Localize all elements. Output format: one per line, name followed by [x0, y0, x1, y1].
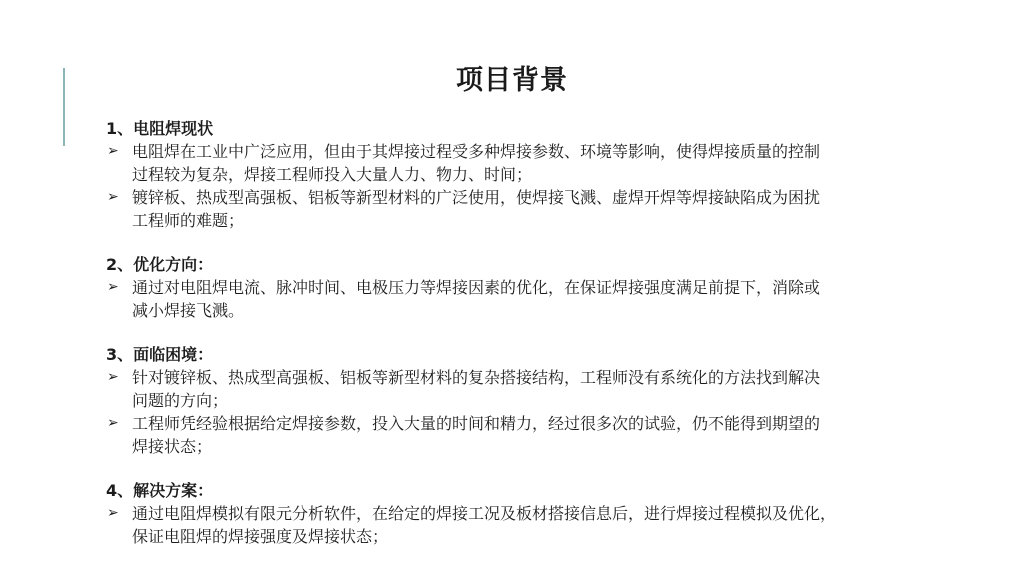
bullet-item — [106, 366, 986, 412]
section-heading: 1、电阻焊现状 — [106, 119, 214, 138]
arrow-bullet-icon: ➢ — [107, 143, 119, 159]
bullet-line: 电阻焊在工业中广泛应用，但由于其焊接过程受多种焊接参数、环境等影响，使得焊接质量的控制 — [132, 142, 821, 161]
section-heading: 4、解决方案： — [106, 481, 214, 500]
bullet-line: 保证电阻焊的焊接强度及焊接状态； — [132, 527, 389, 546]
bullet-line: 通过对电阻焊电流、脉冲时间、电极压力等焊接因素的优化，在保证焊接强度满足前提下，消除或 — [132, 278, 821, 297]
bullet-item — [106, 502, 986, 548]
section-current-status — [106, 117, 986, 232]
bullet-line: 工程师凭经验根据给定焊接参数，投入大量的时间和精力，经过很多次的试验，仍不能得到期望的 — [132, 414, 821, 433]
slide-content — [106, 117, 986, 569]
section-optimization-direction — [106, 253, 986, 322]
section-heading: 3、面临困境： — [106, 345, 214, 364]
section-challenges — [106, 343, 986, 458]
bullet-line: 减小焊接飞溅。 — [132, 301, 245, 320]
arrow-bullet-icon: ➢ — [107, 505, 119, 521]
bullet-item — [106, 412, 986, 458]
bullet-line: 焊接状态； — [132, 437, 213, 456]
bullet-line: 针对镀锌板、热成型高强板、铝板等新型材料的复杂搭接结构，工程师没有系统化的方法找到解决 — [132, 368, 821, 387]
slide-title: 项目背景 — [456, 65, 568, 96]
bullet-line: 问题的方向； — [132, 391, 229, 410]
bullet-item — [106, 276, 986, 322]
bullet-line: 通过电阻焊模拟有限元分析软件，在给定的焊接工况及板材搭接信息后，进行焊接过程模拟及优化， — [132, 504, 837, 523]
bullet-item — [106, 186, 986, 232]
bullet-line: 工程师的难题； — [132, 211, 245, 230]
arrow-bullet-icon: ➢ — [107, 415, 119, 431]
bullet-line: 过程较为复杂，焊接工程师投入大量人力、物力、时间； — [132, 165, 533, 184]
section-solution — [106, 479, 986, 548]
arrow-bullet-icon: ➢ — [107, 279, 119, 295]
section-heading: 2、优化方向： — [106, 255, 214, 274]
arrow-bullet-icon: ➢ — [107, 189, 119, 205]
bullet-line: 镀锌板、热成型高强板、铝板等新型材料的广泛使用，使焊接飞溅、虚焊开焊等焊接缺陷成为困扰 — [132, 188, 821, 207]
arrow-bullet-icon: ➢ — [107, 369, 119, 385]
bullet-item — [106, 140, 986, 186]
